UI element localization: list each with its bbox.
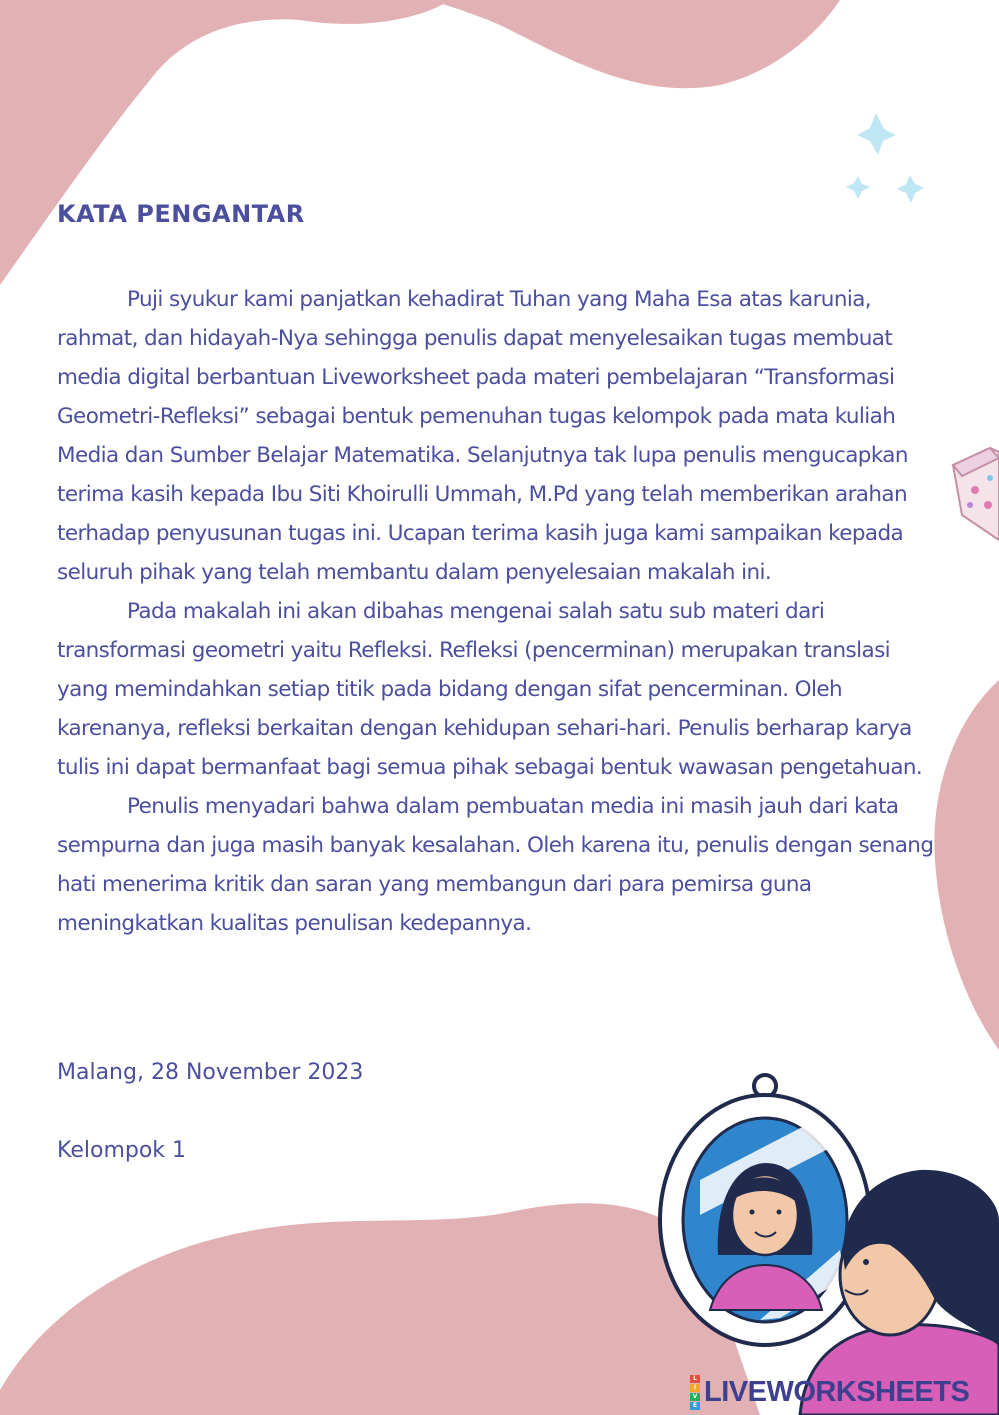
tile-v: V	[690, 1393, 700, 1401]
place-date: Malang, 28 November 2023	[57, 1060, 364, 1085]
tile-i: I	[690, 1384, 700, 1392]
liveworksheets-wordmark: LIVEWORKSHEETS	[704, 1376, 970, 1408]
tile-e: E	[690, 1402, 700, 1410]
sparkle-icon	[846, 113, 924, 203]
liveworksheets-logo	[690, 1375, 969, 1410]
pink-blob-right	[934, 680, 999, 1050]
page-title: KATA PENGANTAR	[57, 200, 305, 228]
pink-blob-bottom	[0, 1203, 760, 1415]
body-text	[57, 280, 937, 943]
paragraph-1: Puji syukur kami panjatkan kehadirat Tuhan yang Maha Esa atas karunia, rahmat, dan hidayah-Nya sehingga penulis dapat menyelesaikan tugas membuat media digital berbantuan Liveworksheet pada materi pembelajaran “Transformasi Geometri-Refleksi” sebagai bentuk pemenuhan tugas kelompok pada mata kuliah Media dan Sumber Belajar Matematika. Selanjutnya tak lupa penulis mengucapkan terima kasih kepada Ibu Siti Khoirulli Ummah, M.Pd yang telah memberikan arahan terhadap penyusunan tugas ini. Ucapan terima kasih juga kami sampaikan kepada seluruh pihak yang telah membantu dalam penyelesaian makalah ini.	[57, 287, 908, 585]
pink-blob-top-left	[0, 0, 450, 285]
liveworksheets-tiles-icon	[690, 1375, 700, 1410]
tile-l: L	[690, 1375, 700, 1383]
paragraph-2: Pada makalah ini akan dibahas mengenai salah satu sub materi dari transformasi geometri yaitu Refleksi. Refleksi (pencerminan) merupakan translasi yang memindahkan setiap titik pada bidang dengan sifat pencerminan. Oleh karenanya, refleksi berkaitan dengan kehidupan sehari-hari. Penulis berharap karya tulis ini dapat bermanfaat bagi semua pihak sebagai bentuk wawasan pengetahuan.	[57, 599, 923, 780]
mirror-illustration	[660, 1075, 870, 1345]
decorative-box-icon	[953, 448, 999, 540]
pink-blob-top-right	[430, 0, 840, 88]
signature: Kelompok 1	[57, 1138, 187, 1163]
paragraph-3: Penulis menyadari bahwa dalam pembuatan media ini masih jauh dari kata sempurna dan juga masih banyak kesalahan. Oleh karena itu, penulis dengan senang hati menerima kritik dan saran yang membangun dari para pemirsa guna meningkatkan kualitas penulisan kedepannya.	[57, 794, 934, 936]
